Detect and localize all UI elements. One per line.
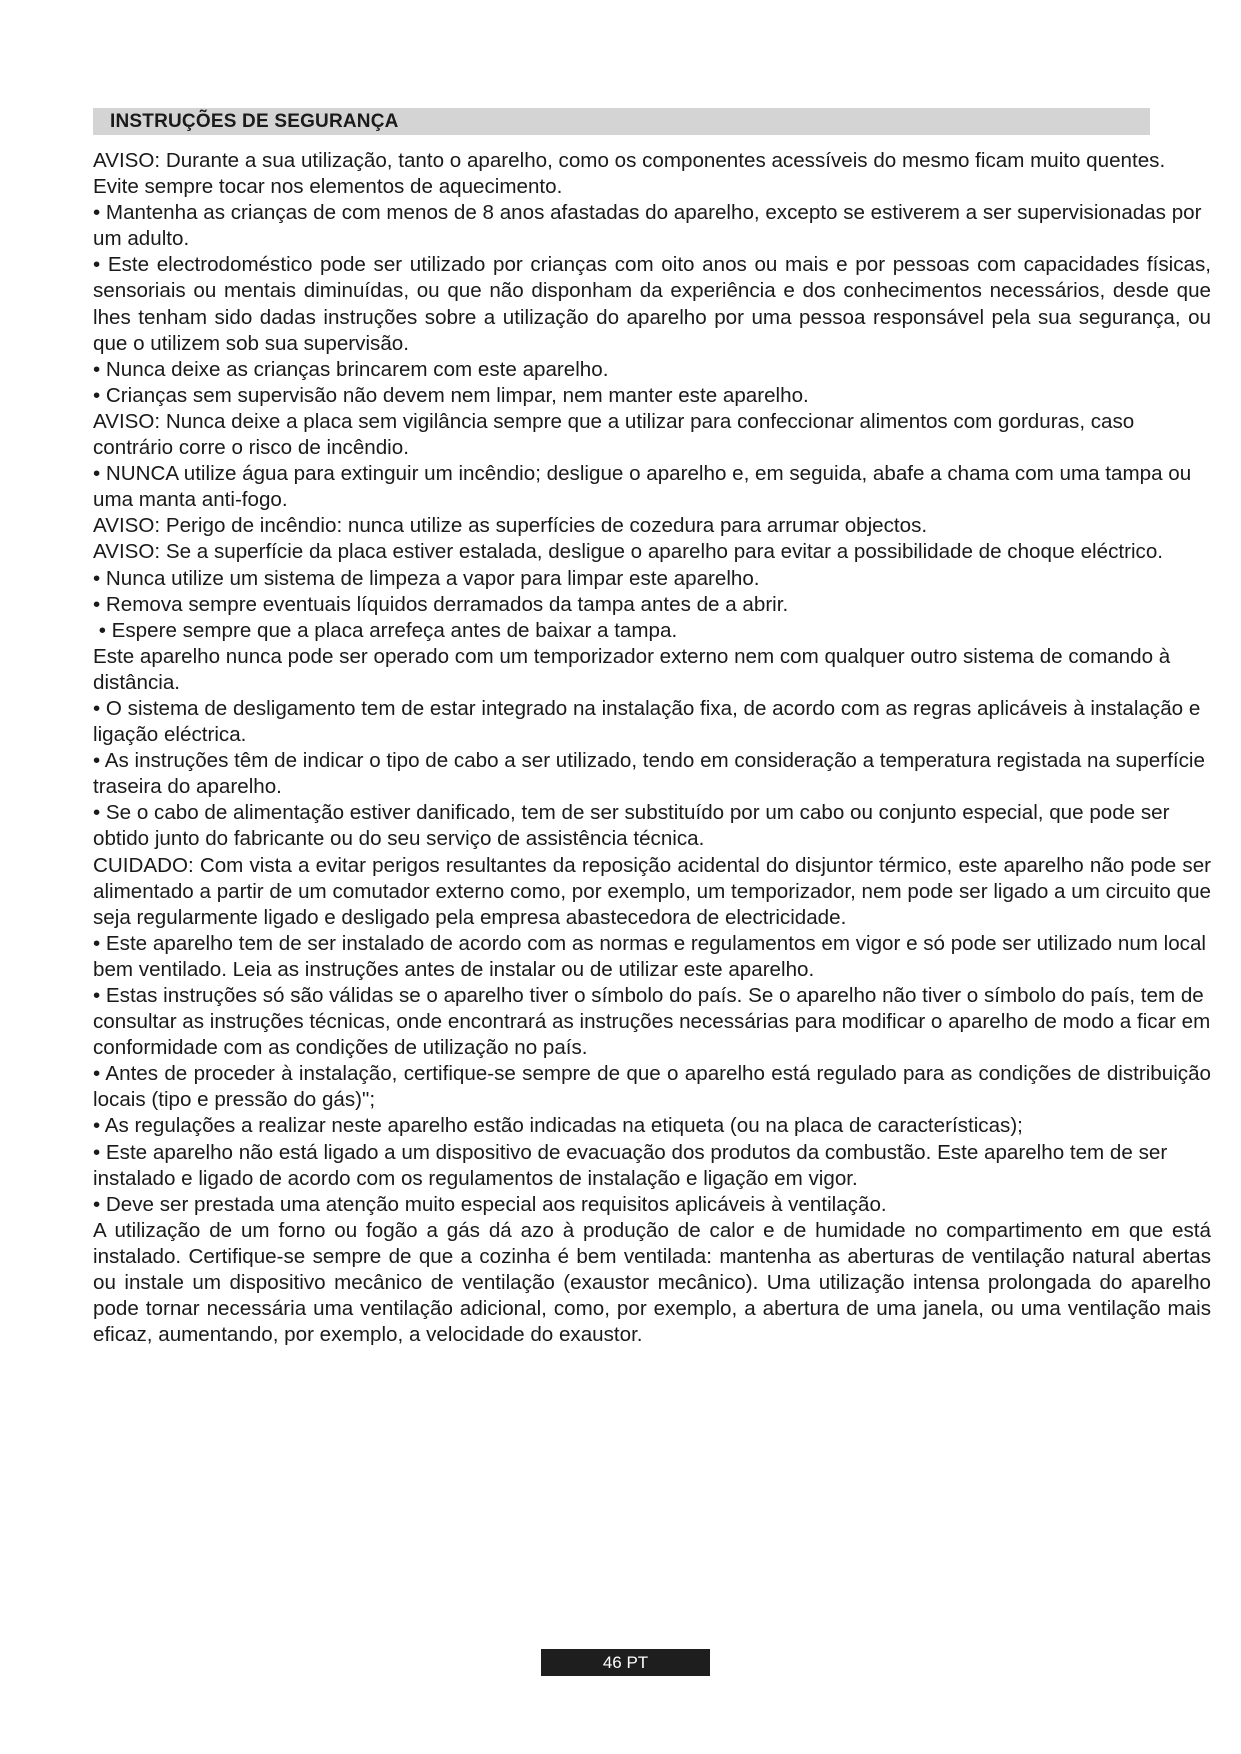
paragraph: • Remova sempre eventuais líquidos derramados da tampa antes de a abrir. (93, 592, 789, 616)
safety-text (93, 148, 1211, 1348)
paragraph: • Espere sempre que a placa arrefeça antes de baixar a tampa. (93, 618, 678, 642)
paragraph: • Este electrodoméstico pode ser utilizado por crianças com oito anos ou mais e por pessoas com capacidades físicas, sensoriais ou mentais diminuídas, ou que não disponham da experiência e dos conhecimentos necessários, desde que lhes tenham sido dadas instruções sobre a utilização do aparelho por uma pessoa responsável pela sua segurança, ou que o utilizem sob sua supervisão. (93, 253, 1211, 355)
paragraph: • Crianças sem supervisão não devem nem limpar, nem manter este aparelho. (93, 383, 809, 407)
paragraph: • NUNCA utilize água para extinguir um incêndio; desligue o aparelho e, em seguida, abafe a chama com uma tampa ou uma manta anti-fogo. (93, 462, 1192, 512)
paragraph: • Mantenha as crianças de com menos de 8 anos afastadas do aparelho, excepto se estiverem a ser supervisionadas por um adulto. (93, 201, 1202, 251)
paragraph: • Se o cabo de alimentação estiver danificado, tem de ser substituído por um cabo ou conjunto especial, que pode ser obtido junto do fabricante ou do seu serviço de assistência técnica. (93, 801, 1170, 851)
paragraph: • Antes de proceder à instalação, certifique-se sempre de que o aparelho está regulado para as condições de distribuição locais (tipo e pressão do gás)"; (93, 1062, 1211, 1112)
paragraph: • Este aparelho tem de ser instalado de acordo com as normas e regulamentos em vigor e só pode ser utilizado num local bem ventilado. Leia as instruções antes de instalar ou de utilizar este aparelho. (93, 931, 1206, 981)
paragraph: AVISO: Nunca deixe a placa sem vigilância sempre que a utilizar para confeccionar alimentos com gorduras, caso contrário corre o risco de incêndio. (93, 409, 1135, 460)
paragraph: • O sistema de desligamento tem de estar integrado na instalação fixa, de acordo com as regras aplicáveis à instalação e ligação eléctrica. (93, 696, 1201, 747)
paragraph: • As regulações a realizar neste aparelho estão indicadas na etiqueta (ou na placa de características); (93, 1114, 1023, 1138)
paragraph: • Nunca deixe as crianças brincarem com este aparelho. (93, 357, 609, 381)
page-number: 46 PT (541, 1649, 710, 1676)
paragraph: A utilização de um forno ou fogão a gás dá azo à produção de calor e de humidade no compartimento em que está instalado. Certifique-se sempre de que a cozinha é bem ventilada: mantenha as aberturas de ventilação natural abertas ou instale um dispositivo mecânico de ventilação (exaustor mecânico). Uma utilização intensa prolongada do aparelho pode tornar necessária uma ventilação adicional, como, por exemplo, a abertura de uma janela, ou uma ventilação mais eficaz, aumentando, por exemplo, a velocidade do exaustor. (93, 1218, 1211, 1347)
paragraph: CUIDADO: Com vista a evitar perigos resultantes da reposição acidental do disjuntor térmico, este aparelho não pode ser alimentado a partir de um comutador externo como, por exemplo, um temporizador, nem pode ser ligado a um circuito que seja regularmente ligado e desligado pela empresa abastecedora de electricidade. (93, 853, 1211, 929)
paragraph: AVISO: Durante a sua utilização, tanto o aparelho, como os componentes acessíveis do mesmo ficam muito quentes. Evite sempre tocar nos elementos de aquecimento. (93, 149, 1166, 199)
paragraph: AVISO: Se a superfície da placa estiver estalada, desligue o aparelho para evitar a possibilidade de choque eléctrico. (93, 540, 1163, 564)
paragraph: • Nunca utilize um sistema de limpeza a vapor para limpar este aparelho. (93, 566, 760, 590)
paragraph: Este aparelho nunca pode ser operado com um temporizador externo nem com qualquer outro sistema de comando à distância. (93, 644, 1171, 694)
section-header (93, 108, 1150, 135)
paragraph: • Estas instruções só são válidas se o aparelho tiver o símbolo do país. Se o aparelho não tiver o símbolo do país, tem de consultar as instruções técnicas, onde encontrará as instruções necessárias para modificar o aparelho de modo a ficar em conformidade com as condições de utilização no país. (93, 984, 1211, 1060)
paragraph: • Este aparelho não está ligado a um dispositivo de evacuação dos produtos da combustão. Este aparelho tem de ser instalado e ligado de acordo com os regulamentos de instalação e ligação em vigor. (93, 1140, 1168, 1190)
paragraph: • As instruções têm de indicar o tipo de cabo a ser utilizado, tendo em consideração a temperatura registada na superfície traseira do aparelho. (93, 749, 1205, 799)
paragraph: AVISO: Perigo de incêndio: nunca utilize as superfícies de cozedura para arrumar objectos. (93, 514, 928, 538)
section-title: INSTRUÇÕES DE SEGURANÇA (110, 111, 399, 132)
paragraph: • Deve ser prestada uma atenção muito especial aos requisitos aplicáveis à ventilação. (93, 1192, 887, 1216)
